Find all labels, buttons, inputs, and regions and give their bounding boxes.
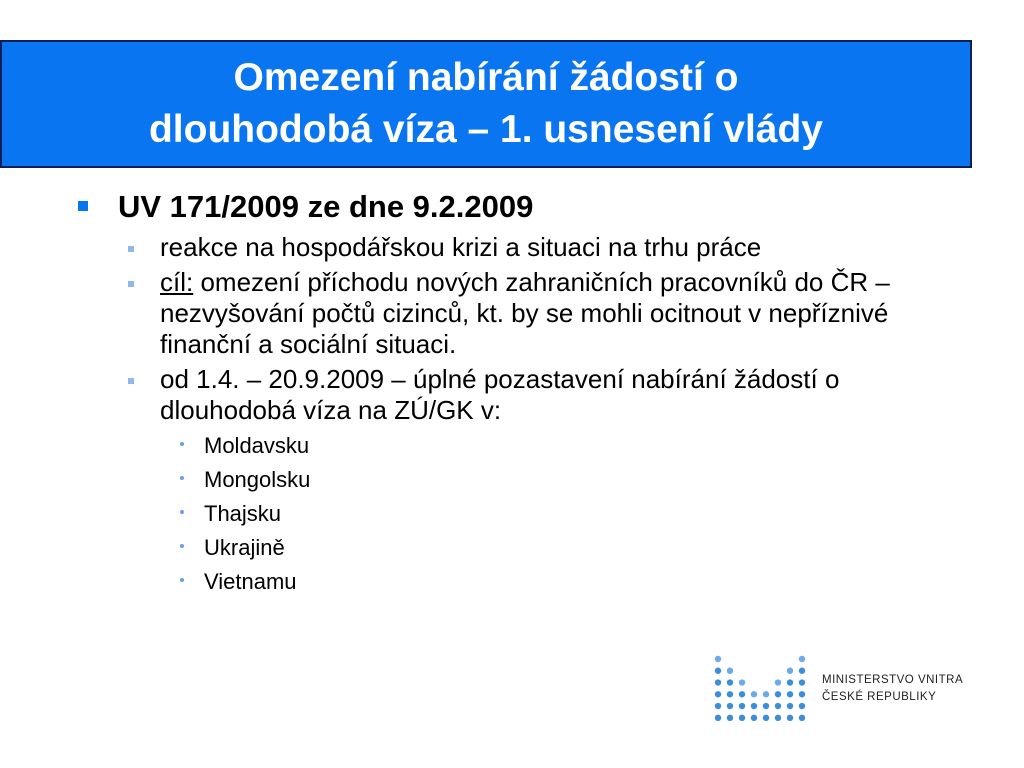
- dot-bullet-icon: [180, 476, 184, 480]
- logo-dot: [715, 703, 721, 709]
- logo-text-line-2: ČESKÉ REPUBLIKY: [822, 691, 937, 703]
- country-item: [180, 430, 958, 462]
- logo-dot: [775, 679, 781, 685]
- dot-bullet-icon: [180, 578, 184, 582]
- small-square-bullet-icon: [128, 378, 134, 384]
- ministry-logo: [712, 650, 974, 728]
- logo-dot: [715, 691, 721, 697]
- country-text: Ukrajině: [204, 535, 285, 560]
- logo-dot: [727, 668, 733, 674]
- dot-bullet-icon: [180, 510, 184, 514]
- point-text: reakce na hospodářskou krizi a situaci na trhu práce: [160, 232, 762, 262]
- point-text: [160, 267, 950, 360]
- country-text: Mongolsku: [204, 467, 311, 492]
- logo-dot: [787, 691, 793, 697]
- logo-dot: [799, 691, 805, 697]
- logo-dot: [775, 691, 781, 697]
- logo-dot: [799, 703, 805, 709]
- logo-dot: [715, 656, 721, 662]
- heading-item: [78, 188, 958, 226]
- country-item: [180, 464, 958, 496]
- title-line-1: Omezení nabírání žádostí o: [233, 56, 739, 99]
- logo-dot: [739, 679, 745, 685]
- logo-dot: [727, 715, 733, 721]
- country-item: [180, 566, 958, 598]
- logo-text: [822, 672, 963, 706]
- logo-dot: [787, 679, 793, 685]
- point-item: [128, 267, 958, 360]
- small-square-bullet-icon: [128, 246, 134, 252]
- logo-dot: [715, 668, 721, 674]
- logo-text-line-1: MINISTERSTVO VNITRA: [822, 674, 964, 686]
- country-text: Vietnamu: [204, 569, 297, 594]
- logo-dot: [787, 703, 793, 709]
- logo-dot: [775, 703, 781, 709]
- country-text: Moldavsku: [204, 433, 310, 458]
- logo-dot: [739, 703, 745, 709]
- logo-dot: [715, 679, 721, 685]
- logo-dot: [715, 715, 721, 721]
- square-bullet-icon: [78, 201, 88, 211]
- logo-dot: [787, 668, 793, 674]
- title-line-2: dlouhodobá víza – 1. usnesení vlády: [148, 108, 823, 151]
- logo-dot: [727, 691, 733, 697]
- dot-bullet-icon: [180, 544, 184, 548]
- dot-bullet-icon: [180, 442, 184, 446]
- goal-label: cíl:: [160, 267, 194, 297]
- small-square-bullet-icon: [128, 281, 134, 287]
- goal-text: omezení příchodu nových zahraničních pracovníků do ČR – nezvyšování počtů cizinců, kt. by se mohli ocitnout v nepříznivé finanční a sociální situaci.: [160, 267, 890, 359]
- logo-dot: [751, 703, 757, 709]
- point-item: [128, 364, 958, 426]
- logo-dot: [739, 691, 745, 697]
- ministry-dots-logo-icon: [712, 653, 808, 725]
- logo-dot: [763, 715, 769, 721]
- logo-dot: [799, 679, 805, 685]
- point-item: [128, 232, 958, 263]
- logo-dot: [751, 691, 757, 697]
- title-banner: [0, 40, 972, 168]
- logo-dot: [763, 691, 769, 697]
- logo-dot: [727, 703, 733, 709]
- country-item: [180, 498, 958, 530]
- logo-dot: [799, 715, 805, 721]
- logo-dot: [787, 715, 793, 721]
- logo-dot: [727, 679, 733, 685]
- logo-dot: [799, 656, 805, 662]
- country-text: Thajsku: [204, 501, 282, 526]
- logo-dot: [799, 668, 805, 674]
- logo-dot: [739, 715, 745, 721]
- point-text: od 1.4. – 20.9.2009 – úplné pozastavení nabírání žádostí o dlouhodobá víza na ZÚ/GK v:: [160, 364, 840, 425]
- logo-dot: [751, 715, 757, 721]
- slide-content: [78, 188, 958, 600]
- heading-text: UV 171/2009 ze dne 9.2.2009: [118, 189, 534, 224]
- country-item: [180, 532, 958, 564]
- logo-dot: [763, 703, 769, 709]
- logo-dot: [775, 715, 781, 721]
